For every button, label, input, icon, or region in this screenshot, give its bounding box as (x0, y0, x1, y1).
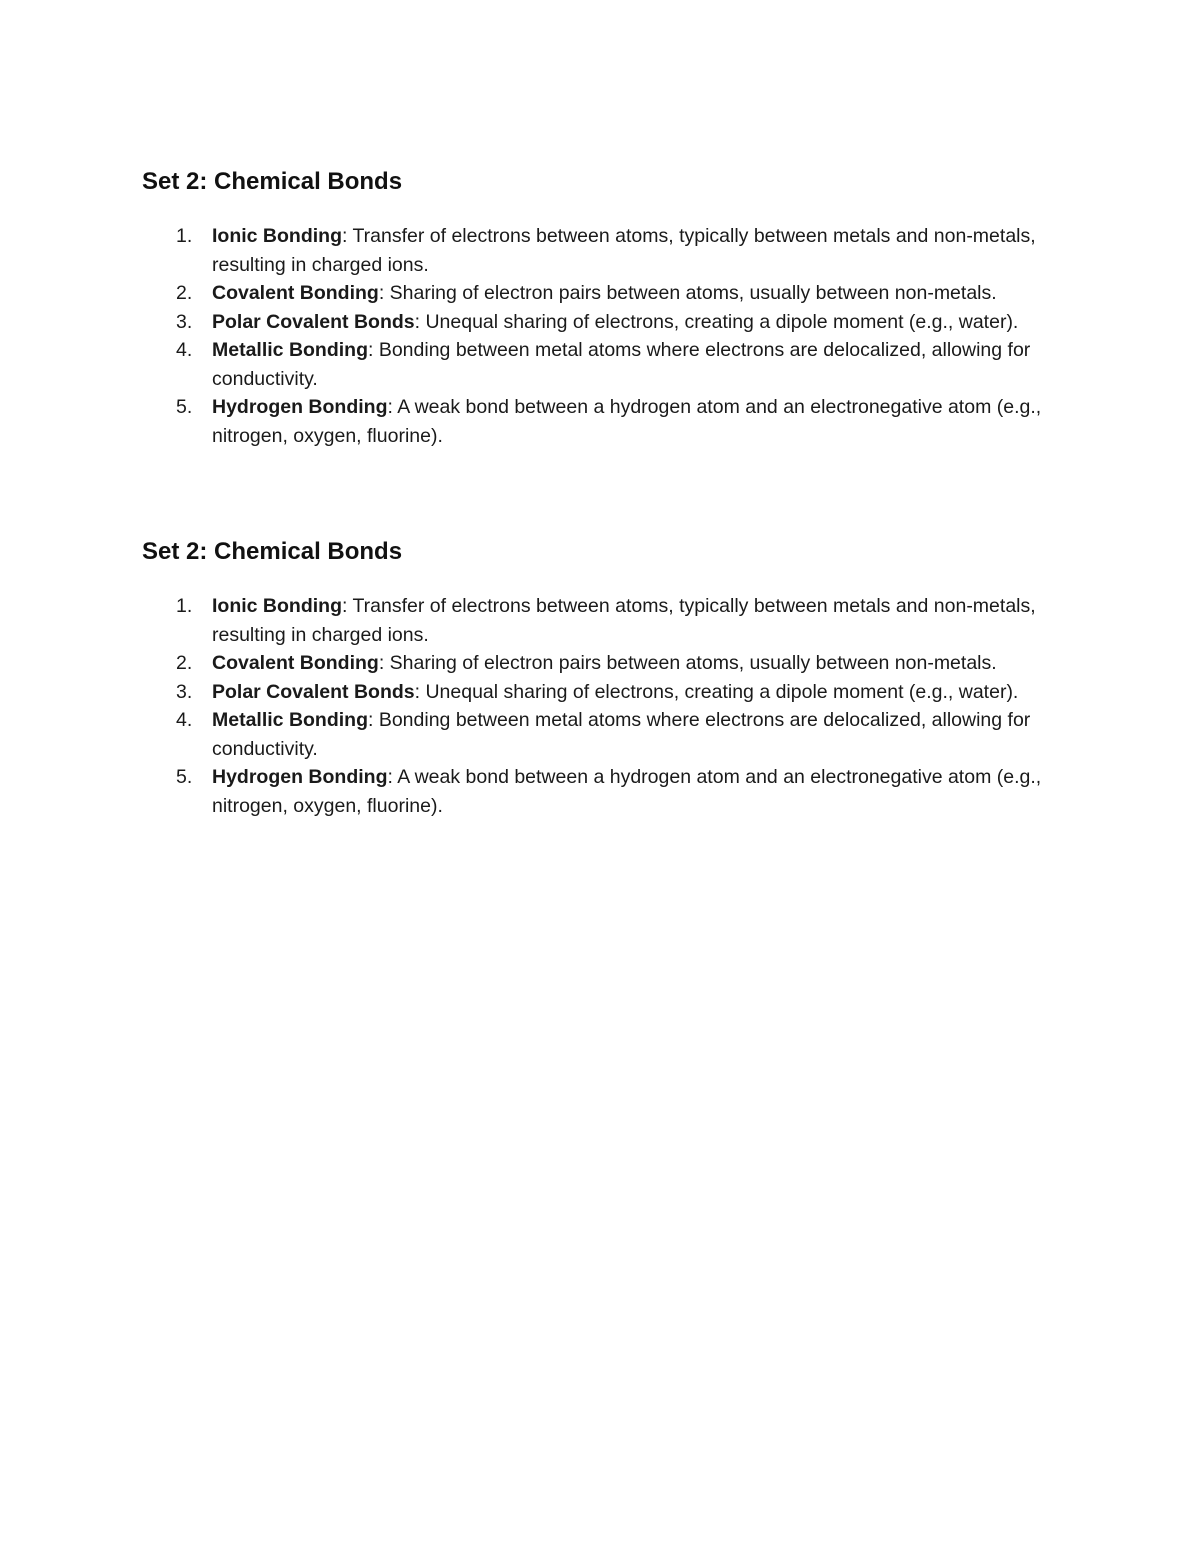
term-label: Ionic Bonding (212, 225, 342, 247)
list-item (142, 222, 1042, 279)
list-item (142, 336, 1042, 393)
term-label: Covalent Bonding (212, 282, 379, 304)
list-number: 2. (176, 652, 193, 674)
list-number: 1. (176, 595, 193, 617)
term-label: Polar Covalent Bonds (212, 680, 415, 703)
list-item (142, 393, 1042, 450)
term-label: Polar Covalent Bonds (212, 310, 415, 333)
term-description: : Sharing of electron pairs between atoms, usually between non-metals. (378, 652, 997, 674)
section-heading: Set 2: Chemical Bonds (142, 168, 403, 195)
list-item (142, 592, 1042, 649)
term-description: : Transfer of electrons between atoms, typically between metals and non-metals, resulting in charged ions. (212, 225, 1036, 276)
list-number: 4. (176, 339, 193, 361)
list-number: 3. (176, 310, 193, 333)
section-heading: Set 2: Chemical Bonds (142, 538, 403, 565)
term-description: : Unequal sharing of electrons, creating a dipole moment (e.g., water). (414, 680, 1019, 703)
list-item (142, 678, 1042, 707)
term-label: Metallic Bonding (212, 709, 368, 731)
term-description: : Bonding between metal atoms where electrons are delocalized, allowing for conductivity. (212, 339, 1031, 390)
list-number: 2. (176, 282, 193, 304)
list-number: 5. (176, 396, 193, 418)
bond-list (142, 222, 1042, 450)
term-description: : A weak bond between a hydrogen atom and an electronegative atom (e.g., nitrogen, oxygen, fluorine). (212, 396, 1042, 447)
list-number: 3. (176, 680, 193, 703)
bond-list (142, 592, 1042, 820)
term-label: Ionic Bonding (212, 595, 342, 617)
term-description: : A weak bond between a hydrogen atom and an electronegative atom (e.g., nitrogen, oxygen, fluorine). (212, 766, 1042, 817)
term-label: Hydrogen Bonding (212, 396, 388, 418)
list-item (142, 279, 1042, 308)
section-chemical-bonds-2 (142, 536, 1042, 820)
term-label: Hydrogen Bonding (212, 766, 388, 788)
list-number: 5. (176, 766, 193, 788)
term-description: : Unequal sharing of electrons, creating a dipole moment (e.g., water). (414, 310, 1019, 333)
list-item (142, 308, 1042, 337)
term-label: Covalent Bonding (212, 652, 379, 674)
list-item (142, 763, 1042, 820)
list-item (142, 706, 1042, 763)
term-description: : Transfer of electrons between atoms, typically between metals and non-metals, resulting in charged ions. (212, 595, 1036, 646)
term-description: : Sharing of electron pairs between atoms, usually between non-metals. (378, 282, 997, 304)
term-description: : Bonding between metal atoms where electrons are delocalized, allowing for conductivity. (212, 709, 1031, 760)
list-number: 4. (176, 709, 193, 731)
list-number: 1. (176, 225, 193, 247)
list-item (142, 649, 1042, 678)
term-label: Metallic Bonding (212, 339, 368, 361)
section-chemical-bonds-1 (142, 166, 1042, 450)
